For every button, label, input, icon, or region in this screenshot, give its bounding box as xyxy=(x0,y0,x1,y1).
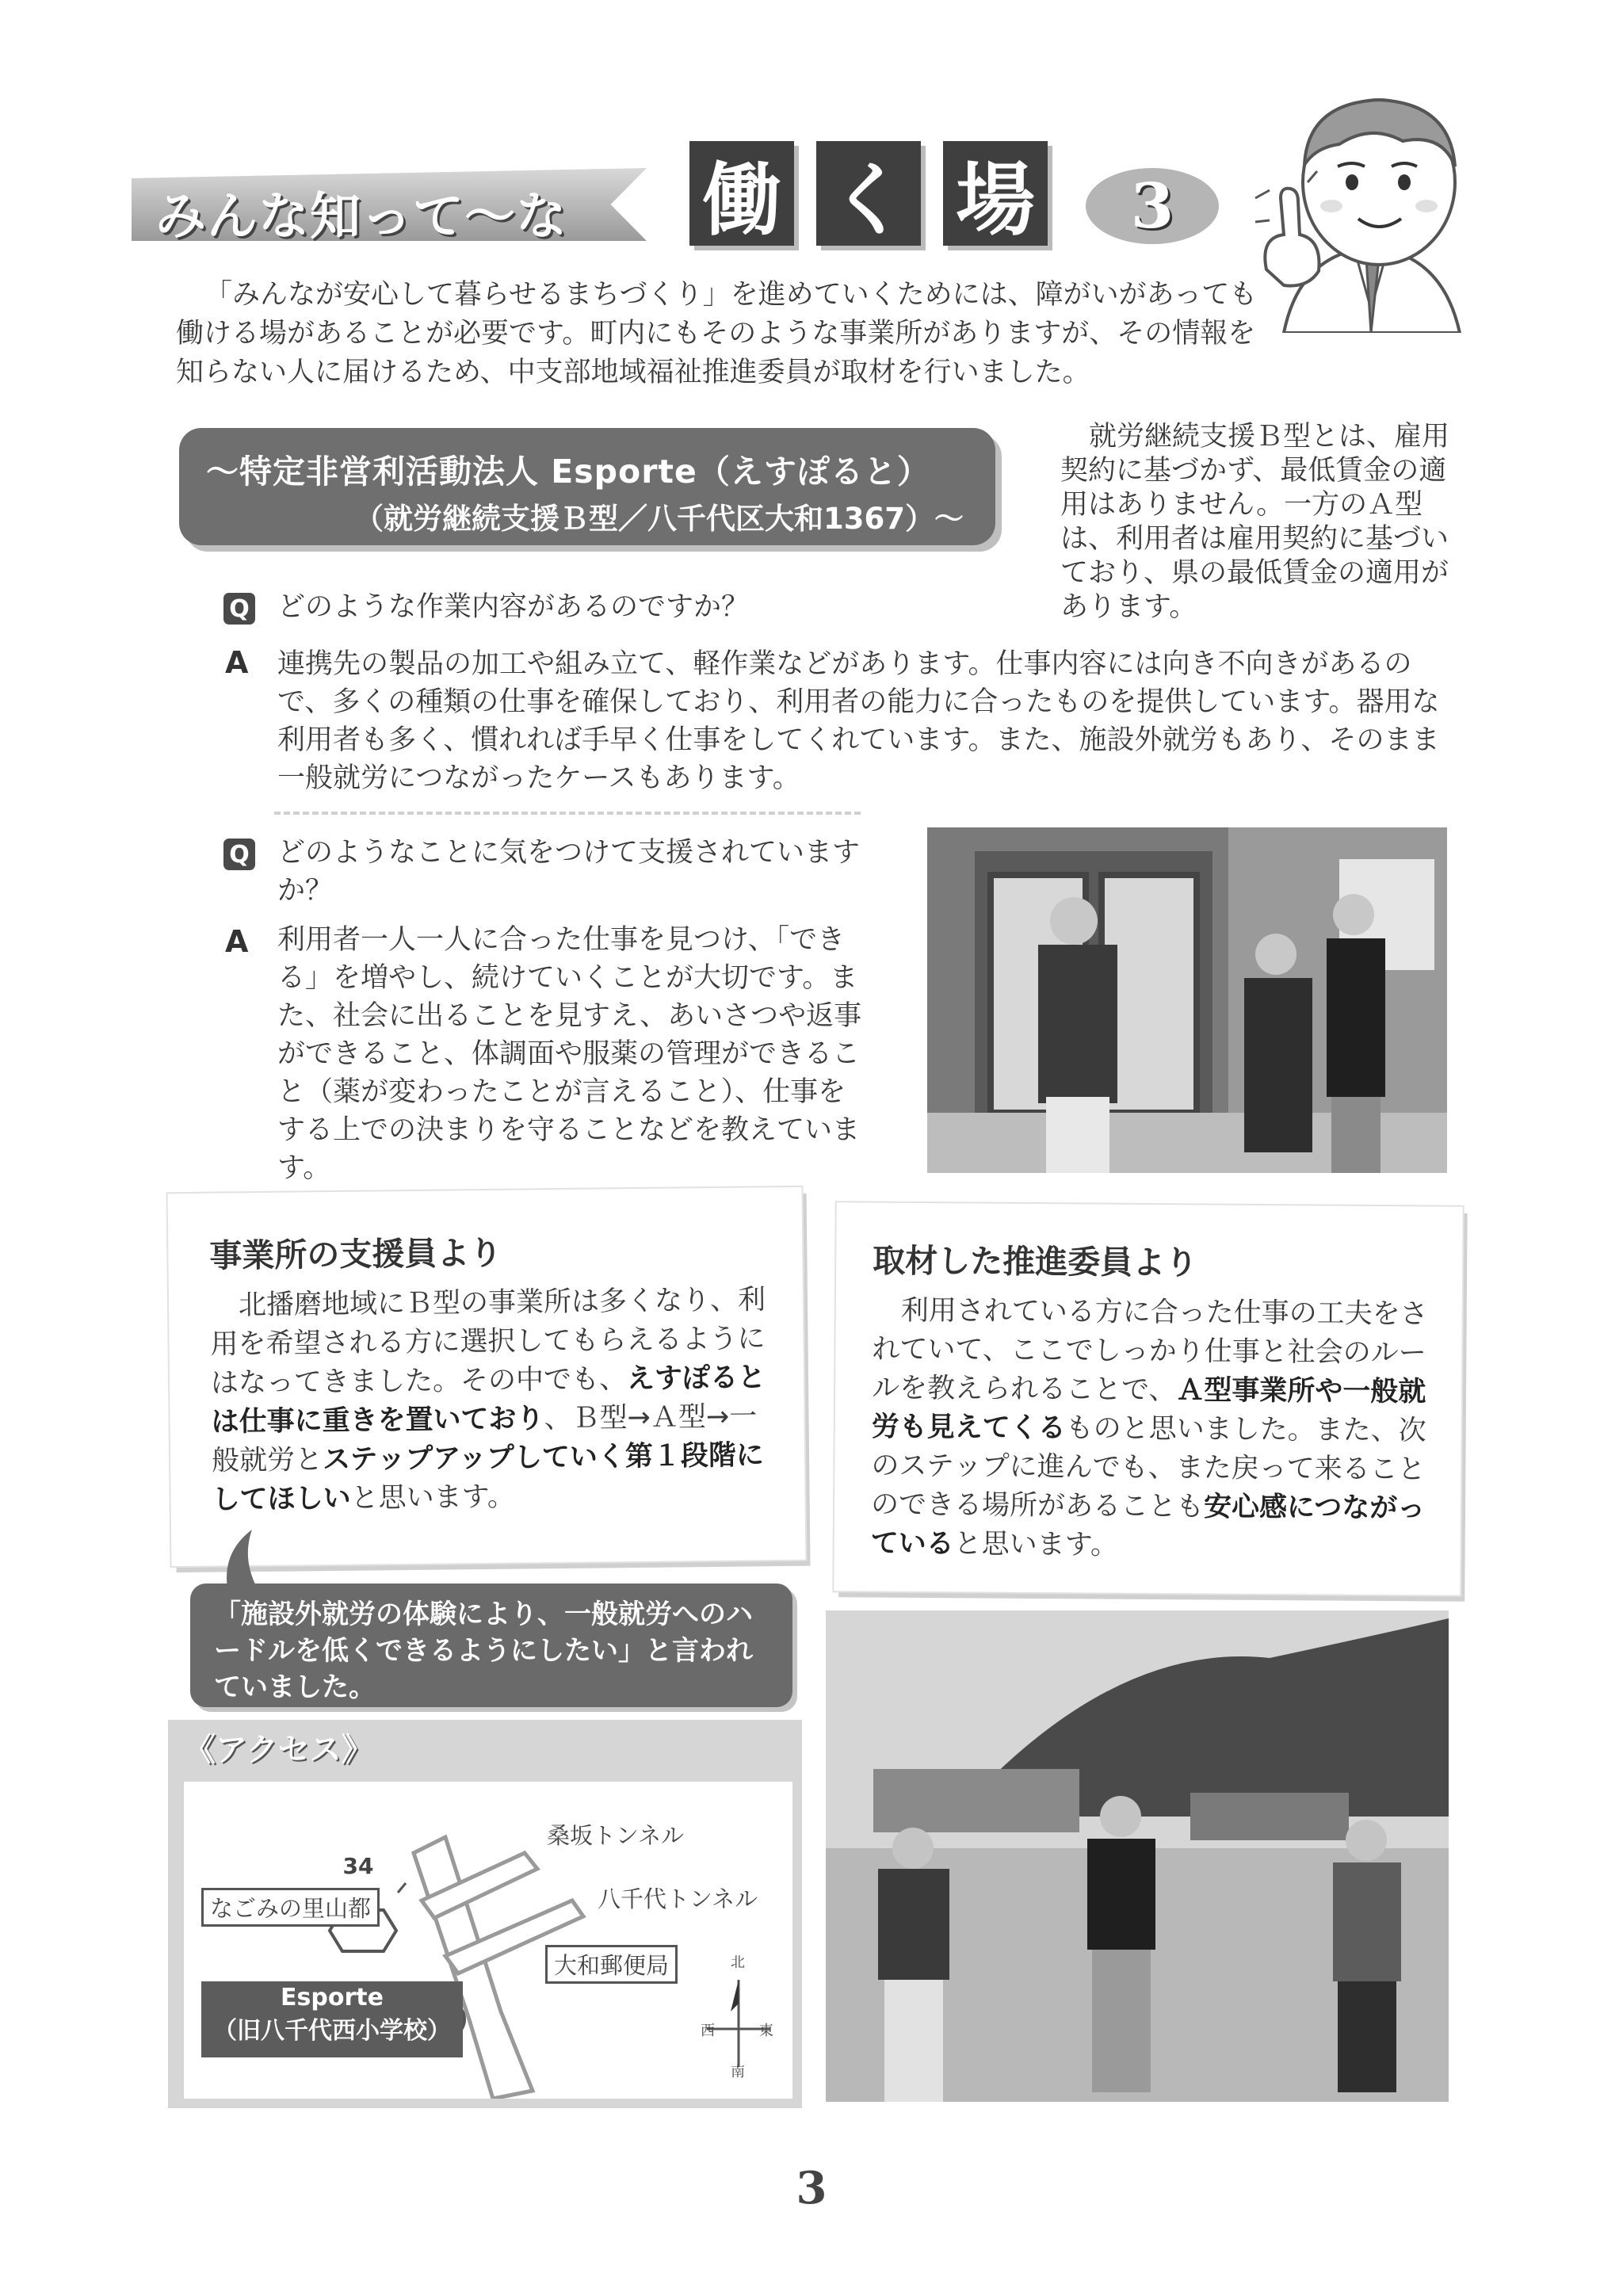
answer-mark: A xyxy=(225,924,249,959)
intro-text: 「みんなが安心して暮らせるまちづくり」を進めていくためには、障がいがあっても働ける場があることが必要です。町内にもそのような事業所がありますが、その情報を知らない人に届けるため、中支部地域福祉推進委員が取材を行いました。 xyxy=(176,279,1258,388)
photo-interview-group xyxy=(826,1610,1449,2102)
intro-paragraph xyxy=(176,276,1270,392)
landmark-post-office-label: 大和郵便局 xyxy=(545,1945,678,1984)
staff-quote-bubble: 「施設外就労の体験により、一般就労へのハードルを低くできるようにしたい」と言われていました。 xyxy=(190,1584,792,1707)
question-mark-icon: Q xyxy=(223,593,255,625)
title-kanji-3: 場 xyxy=(943,141,1048,246)
committee-panel-title: 取材した推進委員より xyxy=(873,1241,1198,1282)
esporte-former-school: （旧八千代西小学校） xyxy=(213,2017,451,2045)
mascot-illustration xyxy=(1252,71,1490,333)
divider xyxy=(274,812,861,815)
organization-title-box xyxy=(179,428,995,545)
answer-2: 利用者一人一人に合った仕事を見つけ、「できる」を増やし、続けていくことが大切です。また、社会に出ることを見すえ、あいさつや返事ができること、体調面や服薬の管理ができること（薬が変わったことが言えること）、仕事をする上での決まりを守ることなどを教えています。 xyxy=(277,924,862,1184)
question-mark-icon: Q xyxy=(223,839,255,870)
type-b-explanation-text: 就労継続支援Ｂ型とは、雇用契約に基づかず、最低賃金の適用はありません。一方のＡ型は、利用者は雇用契約に基づいており、県の最低賃金の適用があります。 xyxy=(1060,421,1450,623)
landmark-nagomi-label: なごみの里山都 xyxy=(201,1888,380,1927)
photo-staff-at-facility xyxy=(927,827,1447,1173)
tunnel-1-label: 桑坂トンネル xyxy=(547,1822,685,1849)
issue-number-badge: 3 xyxy=(1086,168,1219,244)
staff-panel-text: 北播磨地域にＢ型の事業所は多くなり、利用を希望される方に選択してもらえるようにはなってきました。その中でも、えすぽるとは仕事に重きを置いており、Ｂ型→Ａ型→一般就労とステップアップしていく第１段階にしてほしいと思います。 xyxy=(210,1284,766,1516)
title-kanji-2: く xyxy=(816,141,921,246)
tunnel-2-label: 八千代トンネル xyxy=(598,1885,758,1912)
organization-details: （就労継続支援Ｂ型／八千代区大和1367）〜 xyxy=(354,502,964,536)
esporte-location-label xyxy=(201,1981,463,2057)
committee-comment-panel xyxy=(834,1202,1462,1595)
staff-comment-panel xyxy=(168,1187,806,1566)
series-banner-text: みんな知って〜な xyxy=(155,188,567,246)
page-number: 3 xyxy=(796,2162,827,2214)
esporte-name: Esporte xyxy=(281,1984,384,2011)
compass-east: 東 xyxy=(759,2023,773,2039)
question-1: どのような作業内容があるのですか？ xyxy=(277,591,750,623)
organization-name: 〜特定非営利活動法人 Esporte（えすぽると） xyxy=(206,453,930,491)
staff-panel-title: 事業所の支援員より xyxy=(209,1233,502,1275)
compass-north: 北 xyxy=(731,1954,745,1971)
compass-west: 西 xyxy=(701,2023,715,2039)
committee-panel-text: 利用されている方に合った仕事の工夫をされていて、ここでしっかり仕事と社会のルールを教えられることで、Ａ型事業所や一般就労も見えてくるものと思いました。また、次のステップに進んでも、また戻って来ることのできる場所があることも安心感につながっていると思います。 xyxy=(870,1294,1428,1561)
title-kanji-1: 働 xyxy=(689,141,794,246)
access-heading: 《アクセス》 xyxy=(184,1732,373,1768)
question-2: どのようなことに気をつけて支援されていますか？ xyxy=(277,837,861,907)
answer-mark: A xyxy=(225,645,249,680)
route-34-label: 34 xyxy=(342,1853,374,1879)
compass-south: 南 xyxy=(731,2064,745,2080)
answer-1: 連携先の製品の加工や組み立て、軽作業などがあります。仕事内容には向き不向きがあるので、多くの種類の仕事を確保しており、利用者の能力に合ったものを提供しています。器用な利用者も多く、慣れれば手早く仕事をしてくれています。また、施設外就労もあり、そのまま一般就労につながったケースもあります。 xyxy=(277,648,1440,794)
